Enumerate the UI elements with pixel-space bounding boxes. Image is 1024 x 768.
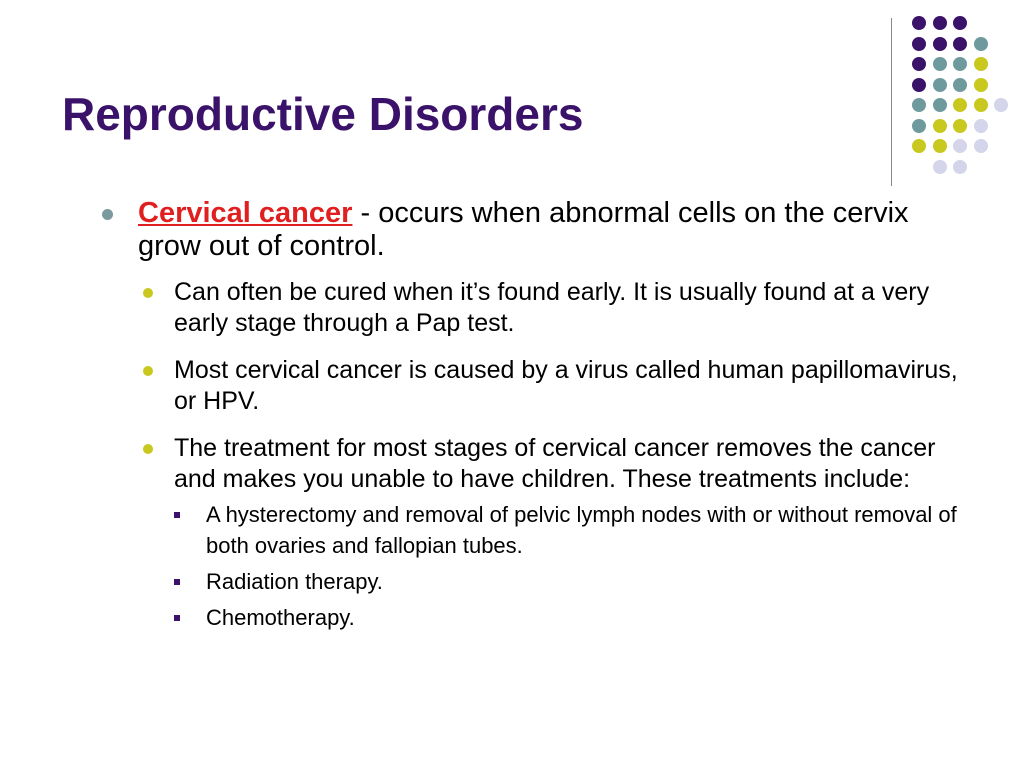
decorative-dot: [994, 98, 1008, 112]
square-bullet-icon: [174, 512, 180, 518]
treatment-list: [96, 499, 976, 633]
decorative-dot: [912, 78, 926, 92]
decorative-dot: [974, 98, 988, 112]
decorative-dot: [912, 57, 926, 71]
decorative-dot: [933, 16, 947, 30]
decorative-dot-grid: [0, 0, 1024, 200]
slide-title: Reproductive Disorders: [62, 88, 584, 140]
decorative-dot: [953, 16, 967, 30]
sub-bullet-list: [96, 277, 976, 633]
decorative-dot: [974, 119, 988, 133]
round-bullet-icon: [102, 209, 113, 220]
decorative-dot: [933, 139, 947, 153]
decorative-dot: [953, 98, 967, 112]
treatment-text: Chemotherapy.: [206, 605, 355, 630]
decorative-dot: [933, 119, 947, 133]
sub-bullet: [96, 355, 976, 417]
decorative-dot: [912, 139, 926, 153]
decorative-dot: [974, 139, 988, 153]
sub-bullet: [96, 277, 976, 339]
square-bullet-icon: [174, 579, 180, 585]
treatment-item: [96, 602, 976, 633]
decorative-dot: [933, 37, 947, 51]
slide-content: [96, 197, 976, 638]
decorative-dot: [933, 98, 947, 112]
decorative-dot: [912, 98, 926, 112]
treatment-text: A hysterectomy and removal of pelvic lymph nodes with or without removal of both ovaries and fallopian tubes.: [206, 502, 957, 558]
decorative-dot: [953, 78, 967, 92]
decorative-dot: [933, 160, 947, 174]
treatment-item: [96, 499, 976, 561]
round-bullet-icon: [143, 288, 153, 298]
decorative-dot: [974, 57, 988, 71]
sub-bullet-text: Can often be cured when it’s found early. It is usually found at a very early stage through a Pap test.: [174, 278, 930, 337]
round-bullet-icon: [143, 444, 153, 454]
decorative-dot: [953, 160, 967, 174]
decorative-dot: [953, 119, 967, 133]
decorative-dot: [974, 78, 988, 92]
sub-bullet: [96, 433, 976, 495]
sub-bullet-text: Most cervical cancer is caused by a virus called human papillomavirus, or HPV.: [174, 356, 958, 415]
treatment-text: Radiation therapy.: [206, 569, 383, 594]
decorative-dot: [933, 57, 947, 71]
decorative-dot: [912, 37, 926, 51]
decorative-dot: [912, 119, 926, 133]
main-bullet: [96, 197, 976, 263]
square-bullet-icon: [174, 615, 180, 621]
decorative-dot: [953, 57, 967, 71]
decorative-dot: [933, 78, 947, 92]
decorative-dot: [953, 139, 967, 153]
term-cervical-cancer: Cervical cancer: [138, 197, 353, 229]
decorative-dot: [912, 16, 926, 30]
decorative-dot: [974, 37, 988, 51]
decorative-dot: [953, 37, 967, 51]
round-bullet-icon: [143, 366, 153, 376]
main-bullet-text: - occurs when abnormal cells on the cervix grow out of control.: [138, 197, 909, 262]
treatment-item: [96, 566, 976, 597]
sub-bullet-text: The treatment for most stages of cervical cancer removes the cancer and makes you unable to have children. These treatments include:: [174, 434, 936, 493]
